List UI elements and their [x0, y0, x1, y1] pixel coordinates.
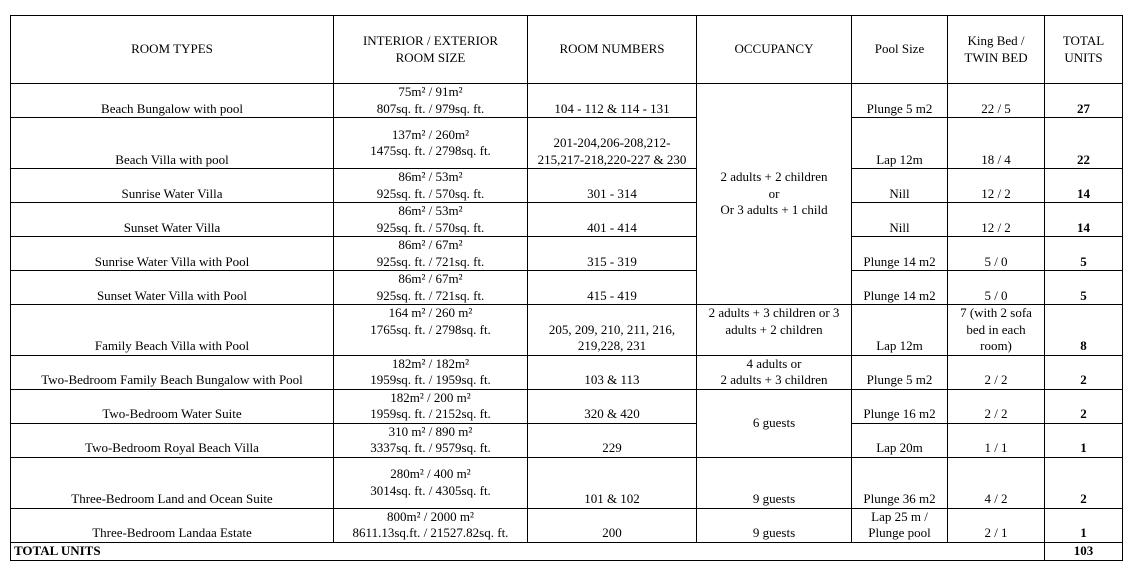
beds-cell: 18 / 4: [948, 118, 1045, 169]
pool-size-cell: Plunge 5 m2: [852, 84, 948, 118]
header-bed-line2: TWIN BED: [964, 49, 1028, 65]
room-numbers-cell: 101 & 102: [528, 457, 697, 508]
header-total-line2: UNITS: [1064, 49, 1103, 65]
beds-cell: 2 / 2: [948, 355, 1045, 389]
total-row: [11, 542, 1123, 560]
table-row: [11, 169, 1123, 203]
pool-size-cell: Plunge 14 m2: [852, 271, 948, 305]
header-room-types: ROOM TYPES: [11, 16, 334, 84]
pool-size-cell: Plunge 14 m2: [852, 237, 948, 271]
pool-size-cell: Nill: [852, 169, 948, 203]
room-size-cell: 182m² / 182m² 1959sq. ft. / 1959sq. ft.: [334, 355, 528, 389]
pool-size-cell: Plunge 5 m2: [852, 355, 948, 389]
room-type-cell: Sunrise Water Villa: [11, 169, 334, 203]
room-size-cell: 164 m² / 260 m² 1765sq. ft. / 2798sq. ft.: [334, 305, 528, 356]
occupancy-cell: 2 adults + 3 children or 3 adults + 2 children: [697, 305, 852, 356]
room-type-cell: Two-Bedroom Royal Beach Villa: [11, 423, 334, 457]
beds-cell: 2 / 2: [948, 389, 1045, 423]
room-numbers-cell: 201-204,206-208,212-215,217-218,220-227 & 230: [528, 118, 697, 169]
header-room-numbers: ROOM NUMBERS: [528, 16, 697, 84]
header-size-line1: INTERIOR / EXTERIOR: [362, 33, 499, 48]
table-row: [11, 305, 1123, 356]
room-numbers-cell: 229: [528, 423, 697, 457]
total-units-cell: 5: [1045, 271, 1123, 305]
table-row: [11, 271, 1123, 305]
room-type-cell: Two-Bedroom Water Suite: [11, 389, 334, 423]
total-units-cell: 27: [1045, 84, 1123, 118]
room-type-cell: Family Beach Villa with Pool: [11, 305, 334, 356]
beds-cell: 5 / 0: [948, 237, 1045, 271]
beds-cell: 4 / 2: [948, 457, 1045, 508]
beds-cell: 2 / 1: [948, 508, 1045, 542]
header-row: [11, 16, 1123, 84]
total-units-label: TOTAL UNITS: [11, 542, 1045, 560]
total-units-cell: 2: [1045, 457, 1123, 508]
room-types-table: [10, 15, 1123, 561]
room-numbers-cell: 415 - 419: [528, 271, 697, 305]
room-size-cell: 86m² / 53m² 925sq. ft. / 570sq. ft.: [334, 203, 528, 237]
room-size-cell: 86m² / 53m² 925sq. ft. / 570sq. ft.: [334, 169, 528, 203]
total-units-cell: 2: [1045, 389, 1123, 423]
grand-total-cell: 103: [1045, 542, 1123, 560]
table-row: [11, 118, 1123, 169]
room-numbers-cell: 301 - 314: [528, 169, 697, 203]
header-beds: [948, 16, 1045, 84]
beds-cell: 12 / 2: [948, 203, 1045, 237]
header-room-size: [334, 16, 528, 84]
room-numbers-cell: 320 & 420: [528, 389, 697, 423]
room-size-cell: 75m² / 91m² 807sq. ft. / 979sq. ft.: [334, 84, 528, 118]
header-pool-size: Pool Size: [852, 16, 948, 84]
room-type-cell: Three-Bedroom Land and Ocean Suite: [11, 457, 334, 508]
room-size-cell: 800m² / 2000 m² 8611.13sq.ft. / 21527.82sq. ft.: [334, 508, 528, 542]
header-total-units: [1045, 16, 1123, 84]
table-row: [11, 237, 1123, 271]
total-units-cell: 5: [1045, 237, 1123, 271]
table-row: [11, 423, 1123, 457]
room-size-cell: 280m² / 400 m² 3014sq. ft. / 4305sq. ft.: [334, 457, 528, 508]
pool-size-cell: Lap 12m: [852, 118, 948, 169]
room-numbers-cell: 315 - 319: [528, 237, 697, 271]
header-total-line1: TOTAL: [1062, 33, 1105, 48]
total-units-cell: 2: [1045, 355, 1123, 389]
occupancy-cell: 4 adults or 2 adults + 3 children: [697, 355, 852, 389]
room-type-cell: Beach Bungalow with pool: [11, 84, 334, 118]
total-units-cell: 22: [1045, 118, 1123, 169]
pool-size-cell: Nill: [852, 203, 948, 237]
header-size-line2: ROOM SIZE: [395, 49, 466, 65]
pool-size-cell: Lap 20m: [852, 423, 948, 457]
total-units-cell: 1: [1045, 508, 1123, 542]
table-row: [11, 457, 1123, 508]
room-type-cell: Sunset Water Villa: [11, 203, 334, 237]
room-size-cell: 137m² / 260m² 1475sq. ft. / 2798sq. ft.: [334, 118, 528, 169]
room-type-cell: Three-Bedroom Landaa Estate: [11, 508, 334, 542]
total-units-cell: 14: [1045, 203, 1123, 237]
pool-size-cell: Plunge 36 m2: [852, 457, 948, 508]
room-numbers-cell: 401 - 414: [528, 203, 697, 237]
table-row: [11, 203, 1123, 237]
room-numbers-cell: 104 - 112 & 114 - 131: [528, 84, 697, 118]
total-units-cell: 1: [1045, 423, 1123, 457]
header-occupancy: OCCUPANCY: [697, 16, 852, 84]
room-size-cell: 182m² / 200 m² 1959sq. ft. / 2152sq. ft.: [334, 389, 528, 423]
room-numbers-cell: 205, 209, 210, 211, 216, 219,228, 231: [528, 305, 697, 356]
room-type-cell: Sunrise Water Villa with Pool: [11, 237, 334, 271]
table-row: [11, 508, 1123, 542]
table-row: [11, 84, 1123, 118]
room-type-cell: Beach Villa with pool: [11, 118, 334, 169]
room-size-cell: 310 m² / 890 m² 3337sq. ft. / 9579sq. ft.: [334, 423, 528, 457]
room-numbers-cell: 103 & 113: [528, 355, 697, 389]
occupancy-cell: 9 guests: [697, 508, 852, 542]
room-numbers-cell: 200: [528, 508, 697, 542]
occupancy-cell: 9 guests: [697, 457, 852, 508]
occupancy-cell: 2 adults + 2 children or Or 3 adults + 1 child: [697, 84, 852, 305]
beds-cell: 1 / 1: [948, 423, 1045, 457]
table-row: [11, 389, 1123, 423]
header-bed-line1: King Bed /: [967, 33, 1025, 48]
room-type-cell: Sunset Water Villa with Pool: [11, 271, 334, 305]
total-units-cell: 14: [1045, 169, 1123, 203]
room-size-cell: 86m² / 67m² 925sq. ft. / 721sq. ft.: [334, 271, 528, 305]
beds-cell: 12 / 2: [948, 169, 1045, 203]
pool-size-cell: Lap 25 m / Plunge pool: [852, 508, 948, 542]
total-units-cell: 8: [1045, 305, 1123, 356]
room-size-cell: 86m² / 67m² 925sq. ft. / 721sq. ft.: [334, 237, 528, 271]
table-row: [11, 355, 1123, 389]
occupancy-cell: 6 guests: [697, 389, 852, 457]
pool-size-cell: Lap 12m: [852, 305, 948, 356]
beds-cell: 7 (with 2 sofa bed in each room): [948, 305, 1045, 356]
pool-size-cell: Plunge 16 m2: [852, 389, 948, 423]
beds-cell: 5 / 0: [948, 271, 1045, 305]
room-type-cell: Two-Bedroom Family Beach Bungalow with Pool: [11, 355, 334, 389]
beds-cell: 22 / 5: [948, 84, 1045, 118]
